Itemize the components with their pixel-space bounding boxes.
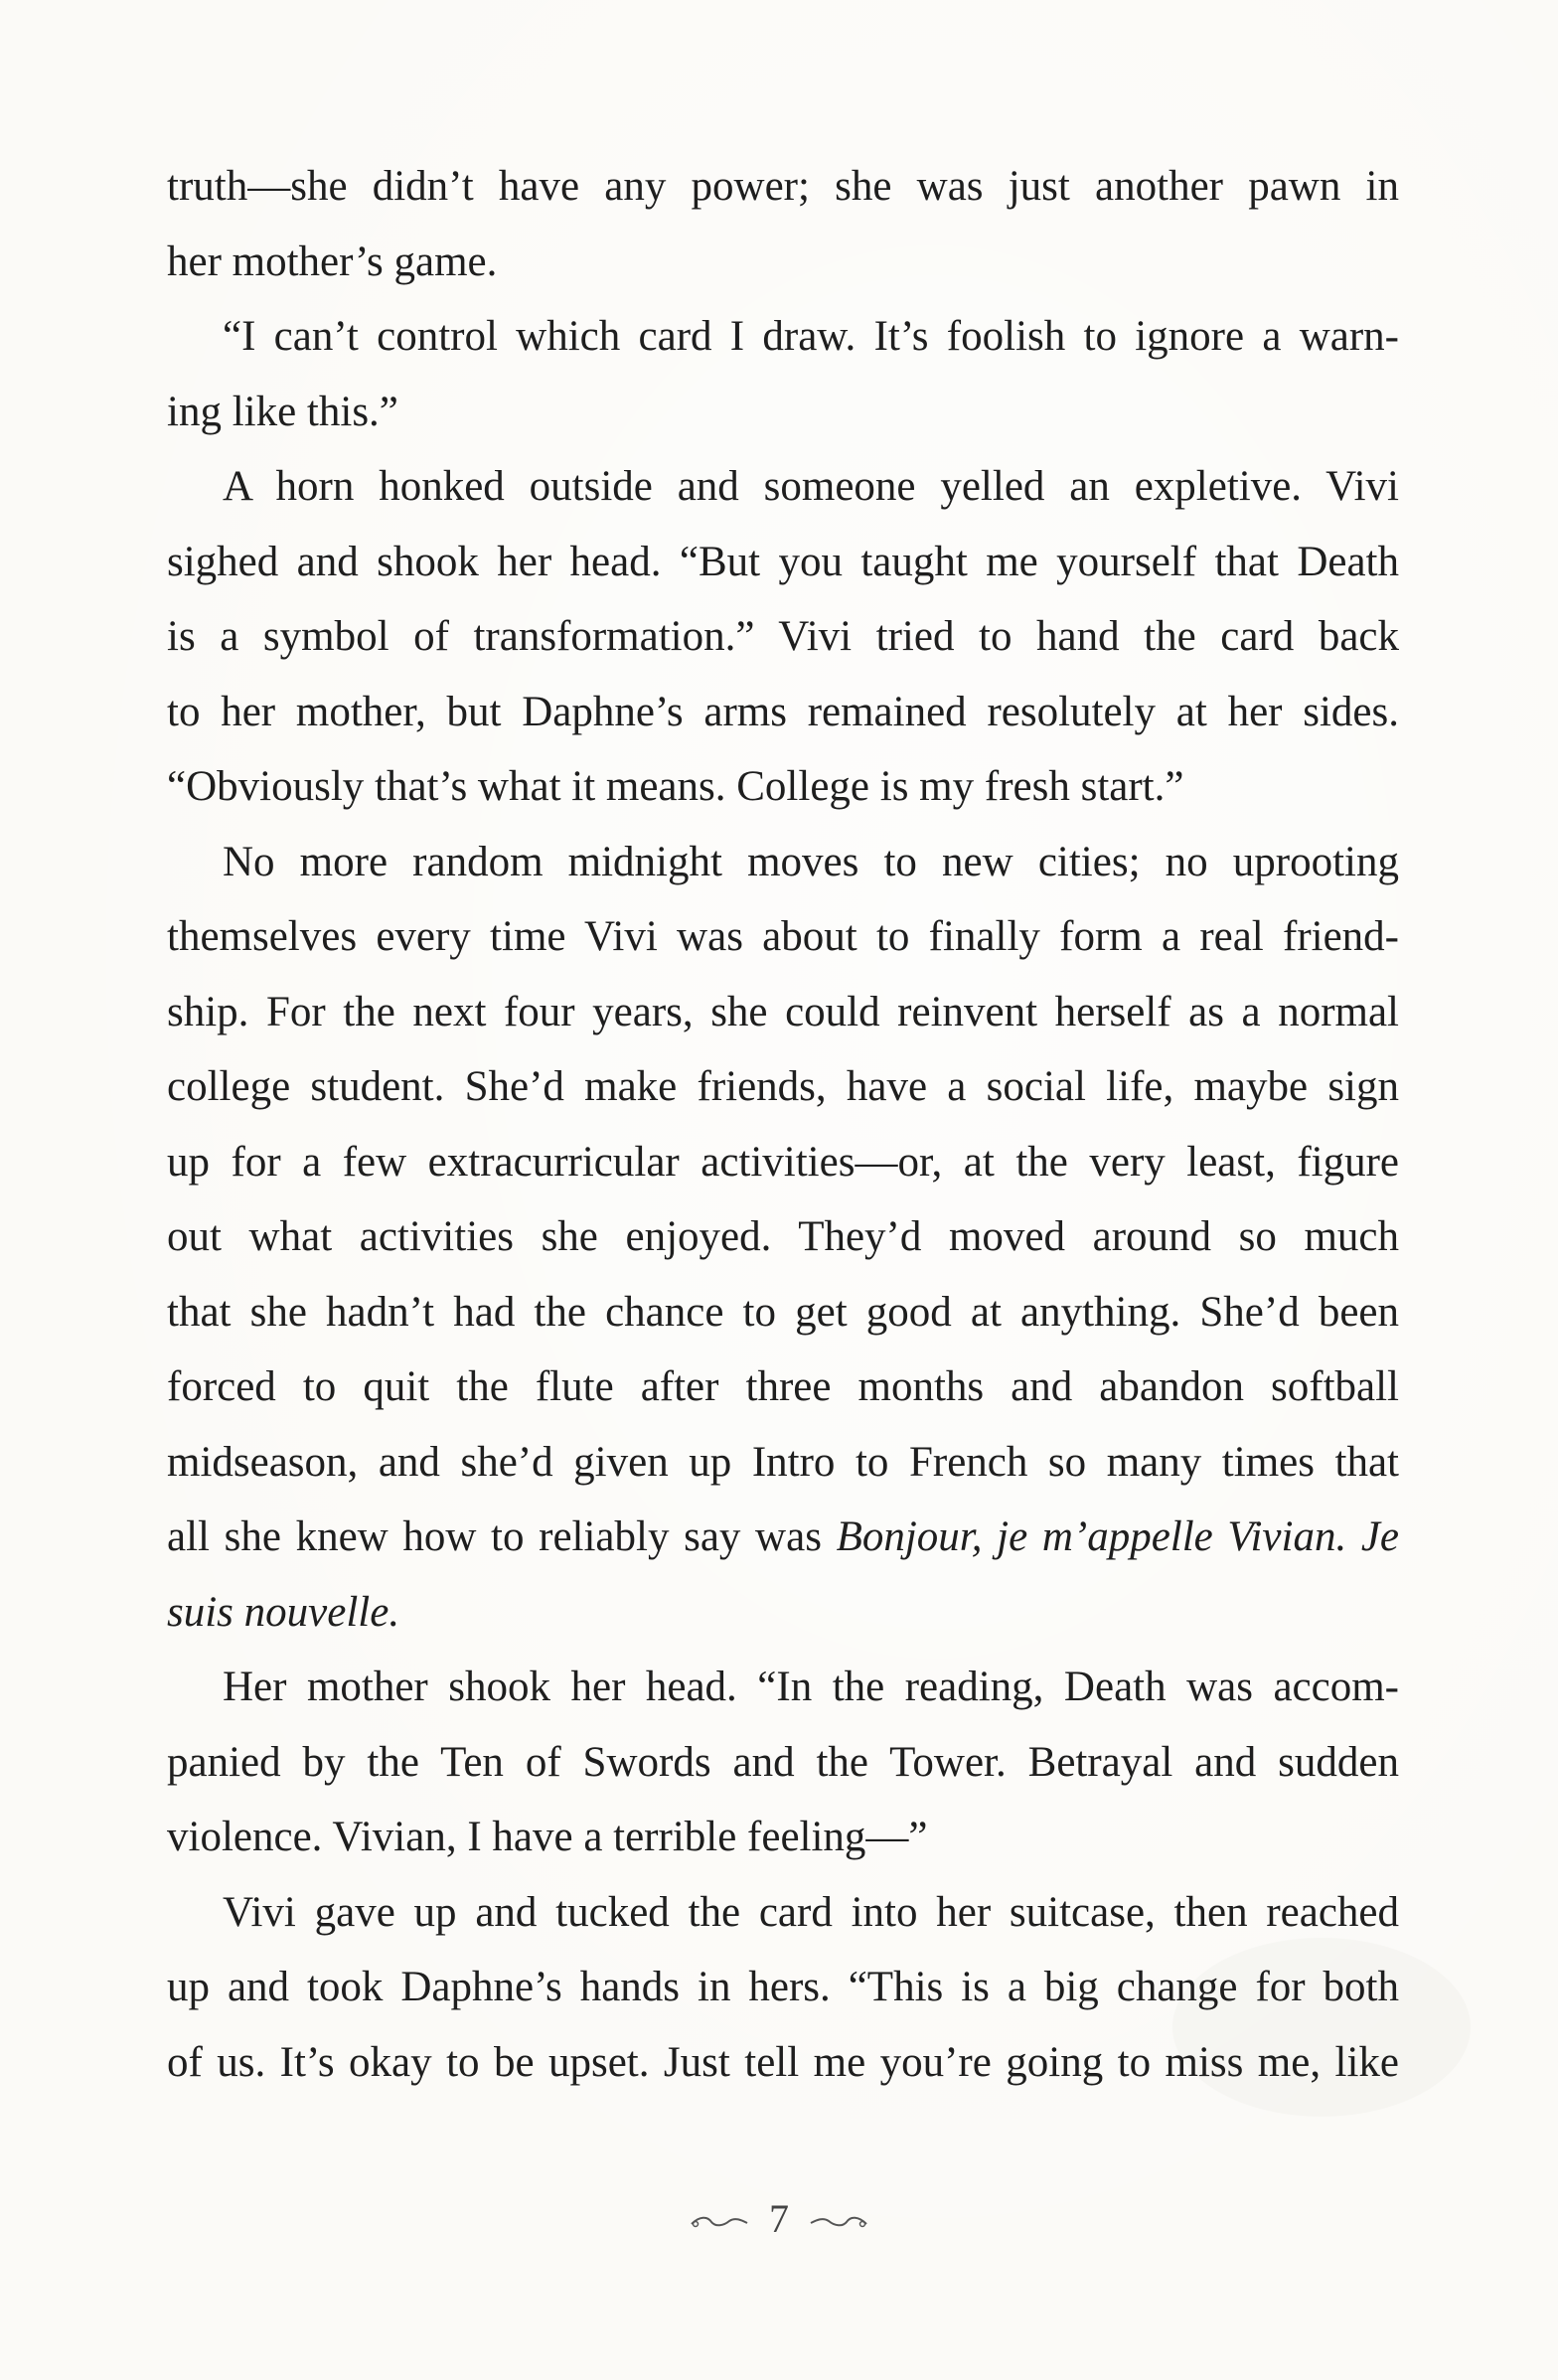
- text-line: forced to quit the flute after three months and abandon softball: [167, 1363, 1399, 1410]
- page-folio: [0, 2191, 1558, 2242]
- text-line: “Obviously that’s what it means. College is my fresh start.”: [167, 763, 1184, 810]
- text-line: A horn honked outside and someone yelled an expletive. Vivi: [223, 463, 1399, 510]
- text-line: panied by the Ten of Swords and the Tower. Betrayal and sudden: [167, 1738, 1399, 1786]
- text-line-italic: Bonjour, je m’appelle Vivian. Je: [836, 1513, 1400, 1560]
- text-line: up and took Daphne’s hands in hers. “This is a big change for both: [167, 1964, 1399, 2010]
- text-line: is a symbol of transformation.” Vivi tried to hand the card back: [167, 613, 1399, 660]
- text-line: midseason, and she’d given up Intro to French so many times that: [167, 1438, 1399, 1486]
- text-line: [167, 1500, 1399, 1575]
- text-line: up for a few extracurricular activities—or, at the very least, figure: [167, 1138, 1399, 1186]
- left-ornament-icon: [690, 2195, 749, 2242]
- text-line: to her mother, but Daphne’s arms remained resolutely at her sides.: [167, 688, 1399, 735]
- text-line: sighed and shook her head. “But you taught me yourself that Death: [167, 538, 1399, 585]
- body-text: [167, 149, 1399, 2100]
- text-line: No more random midnight moves to new cities; no uprooting: [223, 838, 1399, 885]
- text-line: out what activities she enjoyed. They’d moved around so much: [167, 1213, 1399, 1260]
- text-line: ing like this.”: [167, 388, 398, 435]
- page-number: 7: [769, 2196, 789, 2242]
- text-line: that she hadn’t had the chance to get good at anything. She’d been: [167, 1288, 1399, 1336]
- text-line: themselves every time Vivi was about to finally form a real friend-: [167, 913, 1399, 960]
- text-line: Vivi gave up and tucked the card into her suitcase, then reached: [223, 1888, 1399, 1936]
- text-line: truth—she didn’t have any power; she was just another pawn in: [167, 163, 1399, 210]
- text-line: Her mother shook her head. “In the reading, Death was accom-: [223, 1664, 1399, 1710]
- right-ornament-icon: [809, 2195, 868, 2242]
- text-line: violence. Vivian, I have a terrible feeling—”: [167, 1814, 928, 1860]
- text-line: of us. It’s okay to be upset. Just tell me you’re going to miss me, like: [167, 2038, 1399, 2086]
- text-line: college student. She’d make friends, have a social life, maybe sign: [167, 1063, 1399, 1110]
- text-line: her mother’s game.: [167, 238, 498, 285]
- text-line: “I can’t control which card I draw. It’s foolish to ignore a warn-: [223, 313, 1399, 360]
- text-line-roman: all she knew how to reliably say was: [167, 1513, 837, 1560]
- text-line-italic: suis nouvelle.: [167, 1588, 400, 1636]
- text-line: ship. For the next four years, she could reinvent herself as a normal: [167, 988, 1399, 1035]
